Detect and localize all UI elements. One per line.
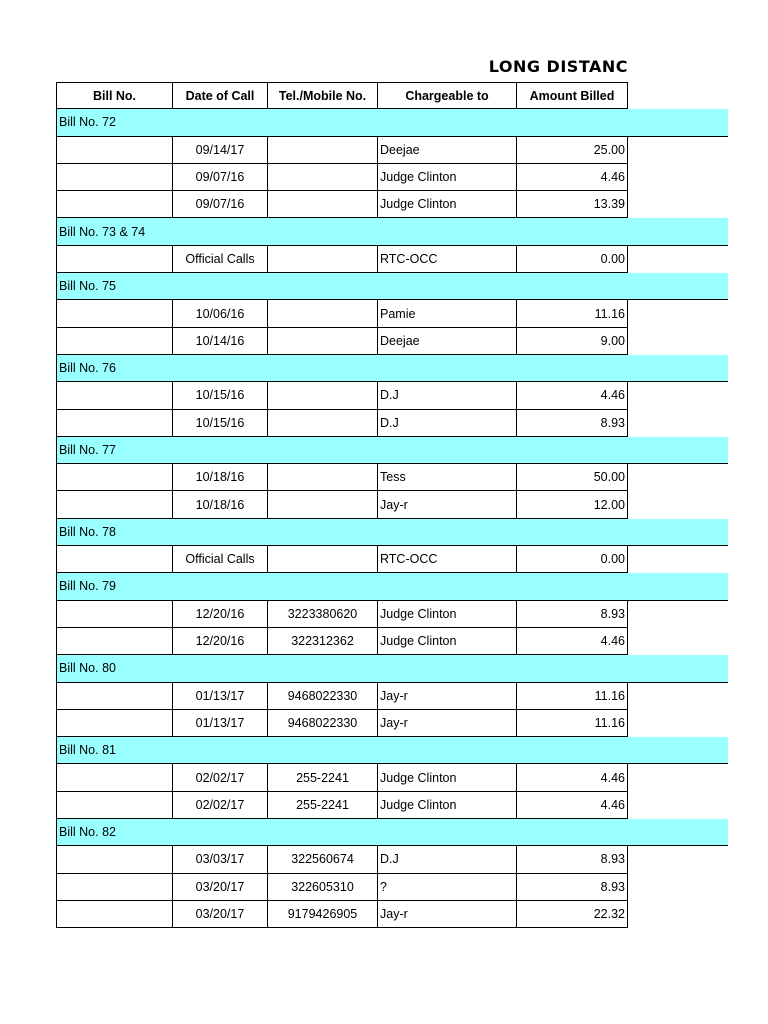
- table-row: [56, 328, 728, 355]
- cell-amount-billed[interactable]: 8.93: [517, 874, 628, 901]
- cell-amount-billed[interactable]: 9.00: [517, 328, 628, 355]
- cell-date-of-call[interactable]: 09/14/17: [173, 137, 268, 164]
- table-row: [56, 846, 728, 873]
- cell-tel-mobile-no[interactable]: [268, 382, 378, 409]
- cell-chargeable-to[interactable]: D.J: [378, 410, 517, 437]
- group-band-row[interactable]: Bill No. 80: [56, 655, 728, 682]
- table-row: [56, 546, 728, 573]
- cell-date-of-call[interactable]: 09/07/16: [173, 191, 268, 218]
- cell-date-of-call[interactable]: 10/14/16: [173, 328, 268, 355]
- cell-chargeable-to[interactable]: Deejae: [378, 137, 517, 164]
- cell-tel-mobile-no[interactable]: [268, 137, 378, 164]
- cell-bill-no[interactable]: [56, 328, 173, 355]
- cell-tel-mobile-no[interactable]: [268, 410, 378, 437]
- cell-date-of-call[interactable]: Official Calls: [173, 546, 268, 573]
- cell-chargeable-to[interactable]: Jay-r: [378, 710, 517, 737]
- cell-bill-no[interactable]: [56, 764, 173, 791]
- cell-chargeable-to[interactable]: Judge Clinton: [378, 164, 517, 191]
- cell-amount-billed[interactable]: 0.00: [517, 546, 628, 573]
- cell-chargeable-to[interactable]: D.J: [378, 846, 517, 873]
- table-header-row: [56, 82, 728, 109]
- cell-amount-billed[interactable]: 4.46: [517, 382, 628, 409]
- cell-tel-mobile-no[interactable]: 3223380620: [268, 601, 378, 628]
- group-band-row[interactable]: Bill No. 73 & 74: [56, 218, 728, 245]
- header-tel-mobile-no[interactable]: Tel./Mobile No.: [268, 82, 378, 109]
- long-distance-table: [56, 82, 728, 928]
- table-row: [56, 901, 728, 928]
- cell-bill-no[interactable]: [56, 901, 173, 928]
- cell-tel-mobile-no[interactable]: 9468022330: [268, 710, 378, 737]
- cell-bill-no[interactable]: [56, 191, 173, 218]
- header-date-of-call[interactable]: Date of Call: [173, 82, 268, 109]
- cell-tel-mobile-no[interactable]: 9179426905: [268, 901, 378, 928]
- cell-date-of-call[interactable]: 10/06/16: [173, 300, 268, 327]
- cell-date-of-call[interactable]: 01/13/17: [173, 710, 268, 737]
- cell-bill-no[interactable]: [56, 846, 173, 873]
- cell-date-of-call[interactable]: 10/15/16: [173, 382, 268, 409]
- cell-date-of-call[interactable]: 03/20/17: [173, 874, 268, 901]
- table-row: [56, 874, 728, 901]
- table-row: [56, 410, 728, 437]
- cell-date-of-call[interactable]: 09/07/16: [173, 164, 268, 191]
- cell-chargeable-to[interactable]: Judge Clinton: [378, 628, 517, 655]
- table-row: [56, 792, 728, 819]
- cell-chargeable-to[interactable]: Tess: [378, 464, 517, 491]
- cell-bill-no[interactable]: [56, 491, 173, 518]
- cell-tel-mobile-no[interactable]: [268, 246, 378, 273]
- table-row: [56, 137, 728, 164]
- cell-tel-mobile-no[interactable]: 255-2241: [268, 792, 378, 819]
- cell-date-of-call[interactable]: 10/18/16: [173, 464, 268, 491]
- cell-chargeable-to[interactable]: Deejae: [378, 328, 517, 355]
- table-row: [56, 491, 728, 518]
- table-row: [56, 710, 728, 737]
- cell-bill-no[interactable]: [56, 710, 173, 737]
- cell-tel-mobile-no[interactable]: [268, 464, 378, 491]
- cell-bill-no[interactable]: [56, 792, 173, 819]
- table-row: [56, 601, 728, 628]
- group-band-row[interactable]: Bill No. 76: [56, 355, 728, 382]
- group-band-row[interactable]: Bill No. 75: [56, 273, 728, 300]
- cell-chargeable-to[interactable]: Judge Clinton: [378, 191, 517, 218]
- sheet-title: LONG DISTANC: [488, 57, 628, 76]
- cell-bill-no[interactable]: [56, 300, 173, 327]
- header-chargeable-to[interactable]: Chargeable to: [378, 82, 517, 109]
- group-band-row[interactable]: Bill No. 82: [56, 819, 728, 846]
- cell-date-of-call[interactable]: 12/20/16: [173, 601, 268, 628]
- cell-amount-billed[interactable]: 50.00: [517, 464, 628, 491]
- table-row: [56, 464, 728, 491]
- cell-date-of-call[interactable]: 03/03/17: [173, 846, 268, 873]
- cell-chargeable-to[interactable]: Judge Clinton: [378, 792, 517, 819]
- cell-tel-mobile-no[interactable]: [268, 546, 378, 573]
- cell-date-of-call[interactable]: 02/02/17: [173, 764, 268, 791]
- cell-bill-no[interactable]: [56, 546, 173, 573]
- cell-amount-billed[interactable]: 4.46: [517, 164, 628, 191]
- cell-chargeable-to[interactable]: Jay-r: [378, 901, 517, 928]
- cell-tel-mobile-no[interactable]: [268, 164, 378, 191]
- cell-amount-billed[interactable]: 12.00: [517, 491, 628, 518]
- cell-bill-no[interactable]: [56, 410, 173, 437]
- group-band-row[interactable]: Bill No. 72: [56, 109, 728, 136]
- cell-tel-mobile-no[interactable]: 255-2241: [268, 764, 378, 791]
- cell-date-of-call[interactable]: 10/18/16: [173, 491, 268, 518]
- cell-chargeable-to[interactable]: Pamie: [378, 300, 517, 327]
- table-row: [56, 382, 728, 409]
- group-band-row[interactable]: Bill No. 81: [56, 737, 728, 764]
- cell-chargeable-to[interactable]: RTC-OCC: [378, 546, 517, 573]
- group-band-row[interactable]: Bill No. 77: [56, 437, 728, 464]
- cell-amount-billed[interactable]: 8.93: [517, 846, 628, 873]
- table-row: [56, 191, 728, 218]
- cell-tel-mobile-no[interactable]: 322560674: [268, 846, 378, 873]
- cell-tel-mobile-no[interactable]: [268, 328, 378, 355]
- group-band-row[interactable]: Bill No. 78: [56, 519, 728, 546]
- cell-chargeable-to[interactable]: ?: [378, 874, 517, 901]
- cell-amount-billed[interactable]: 4.46: [517, 764, 628, 791]
- cell-amount-billed[interactable]: 8.93: [517, 601, 628, 628]
- cell-chargeable-to[interactable]: Judge Clinton: [378, 764, 517, 791]
- cell-bill-no[interactable]: [56, 601, 173, 628]
- cell-date-of-call[interactable]: 01/13/17: [173, 683, 268, 710]
- cell-amount-billed[interactable]: 22.32: [517, 901, 628, 928]
- table-row: [56, 300, 728, 327]
- cell-amount-billed[interactable]: 25.00: [517, 137, 628, 164]
- cell-amount-billed[interactable]: 11.16: [517, 300, 628, 327]
- cell-chargeable-to[interactable]: Jay-r: [378, 683, 517, 710]
- table-row: [56, 164, 728, 191]
- cell-tel-mobile-no[interactable]: 9468022330: [268, 683, 378, 710]
- table-row: [56, 628, 728, 655]
- table-row: [56, 246, 728, 273]
- cell-date-of-call[interactable]: 03/20/17: [173, 901, 268, 928]
- group-band-row[interactable]: Bill No. 79: [56, 573, 728, 600]
- cell-bill-no[interactable]: [56, 137, 173, 164]
- cell-bill-no[interactable]: [56, 382, 173, 409]
- cell-amount-billed[interactable]: 11.16: [517, 683, 628, 710]
- cell-bill-no[interactable]: [56, 683, 173, 710]
- cell-tel-mobile-no[interactable]: [268, 300, 378, 327]
- cell-bill-no[interactable]: [56, 246, 173, 273]
- cell-date-of-call[interactable]: Official Calls: [173, 246, 268, 273]
- header-bill-no[interactable]: Bill No.: [56, 82, 173, 109]
- cell-tel-mobile-no[interactable]: 322312362: [268, 628, 378, 655]
- header-amount-billed[interactable]: Amount Billed: [517, 82, 628, 109]
- table-row: [56, 764, 728, 791]
- cell-amount-billed[interactable]: 11.16: [517, 710, 628, 737]
- cell-date-of-call[interactable]: 02/02/17: [173, 792, 268, 819]
- cell-chargeable-to[interactable]: Judge Clinton: [378, 601, 517, 628]
- cell-tel-mobile-no[interactable]: [268, 491, 378, 518]
- cell-bill-no[interactable]: [56, 874, 173, 901]
- cell-amount-billed[interactable]: 13.39: [517, 191, 628, 218]
- cell-date-of-call[interactable]: 12/20/16: [173, 628, 268, 655]
- cell-amount-billed[interactable]: 0.00: [517, 246, 628, 273]
- cell-amount-billed[interactable]: 8.93: [517, 410, 628, 437]
- cell-chargeable-to[interactable]: Jay-r: [378, 491, 517, 518]
- cell-bill-no[interactable]: [56, 464, 173, 491]
- cell-amount-billed[interactable]: 4.46: [517, 792, 628, 819]
- cell-date-of-call[interactable]: 10/15/16: [173, 410, 268, 437]
- cell-tel-mobile-no[interactable]: [268, 191, 378, 218]
- table-row: [56, 683, 728, 710]
- cell-amount-billed[interactable]: 4.46: [517, 628, 628, 655]
- cell-bill-no[interactable]: [56, 164, 173, 191]
- cell-tel-mobile-no[interactable]: 322605310: [268, 874, 378, 901]
- cell-chargeable-to[interactable]: D.J: [378, 382, 517, 409]
- cell-bill-no[interactable]: [56, 628, 173, 655]
- cell-chargeable-to[interactable]: RTC-OCC: [378, 246, 517, 273]
